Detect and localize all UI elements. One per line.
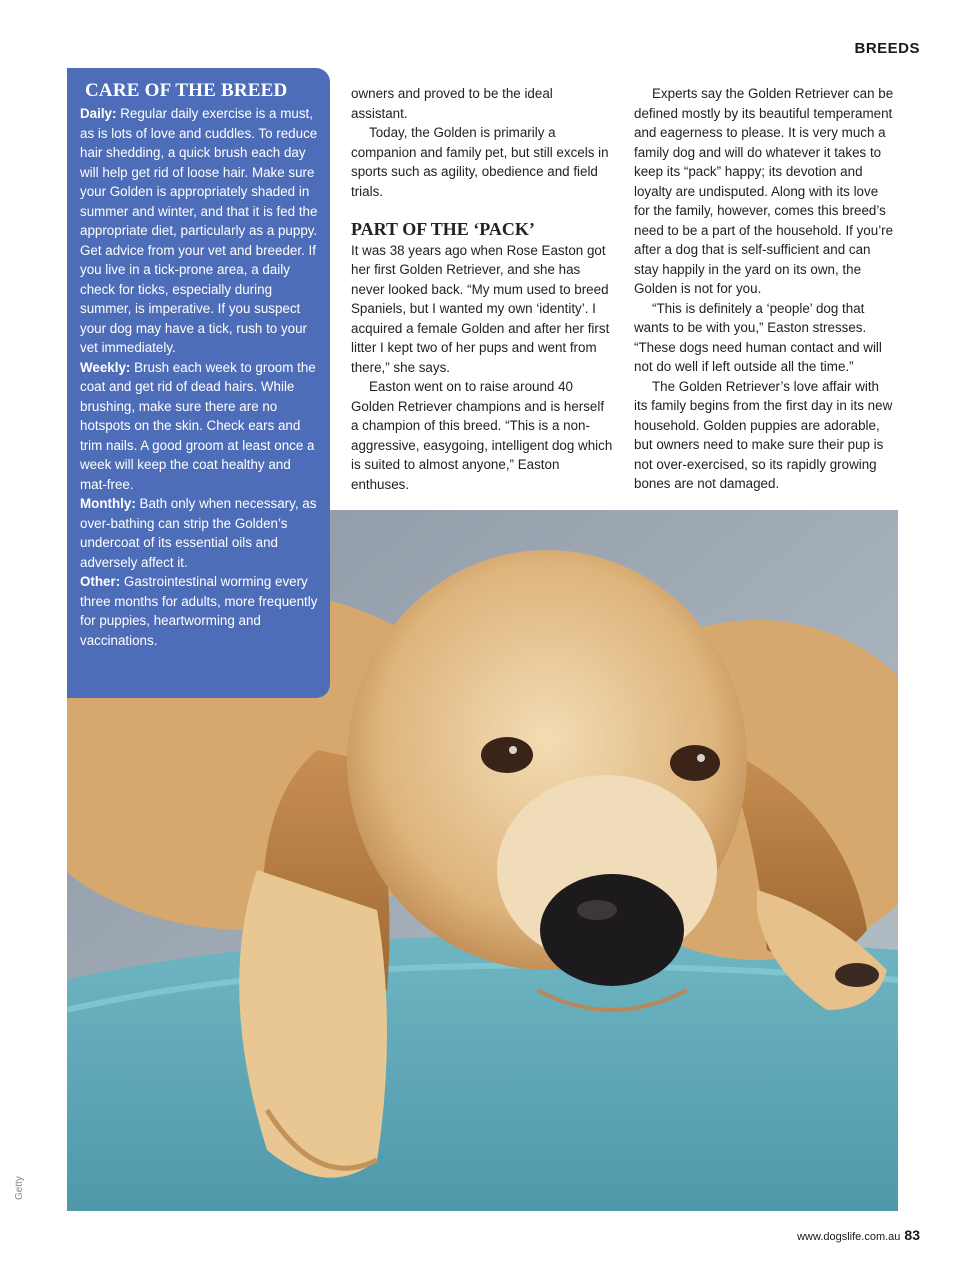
article-subhead: PART OF THE ‘PACK’ [351,219,535,239]
article-paragraph: Easton went on to raise around 40 Golden Retriever champions and is herself a champion of this breed. “This is a non-aggressive, easygoing, intelligent dog which is suited to almost anyone,” Easton enthuses. [351,379,613,492]
care-of-the-breed-box [67,68,330,698]
care-daily-text: Regular daily exercise is a must, as is lots of love and cuddles. To reduce hair shedding, a quick brush each day will help get rid of loose hair. Make sure your Golden is appropriately shaded in summer and winter, and that it is fed the appropriate diet, particularly as a puppy. Get advice from your vet and breeder. If you live in a tick-prone area, a daily check for ticks, especially during summer, is imperative. If you suspect your dog may have a tick, rush to your vet immediately. [80,106,318,355]
care-daily-label: Daily: [80,106,117,121]
care-weekly-label: Weekly: [80,359,131,375]
care-other [80,572,320,650]
section-label: BREEDS [854,40,920,57]
care-other-label: Other: [80,574,121,589]
care-monthly-label: Monthly: [80,496,136,511]
care-weekly [80,358,320,495]
article-paragraph: owners and proved to be the ideal assistant. [351,86,553,121]
care-monthly-text: Bath only when necessary, as over-bathing can strip the Golden’s undercoat of its essential oils and adversely affect it. [80,496,317,570]
article-paragraph: Today, the Golden is primarily a companion and family pet, but still excels in sports such as agility, obedience and field trials. [351,125,609,199]
article-paragraph: “This is definitely a ‘people’ dog that wants to be with you,” Easton stresses. “These dogs need human contact and will not do well if left outside all the time.” [634,300,882,374]
footer-url: www.dogslife.com.au [797,1231,901,1243]
article-paragraph: The Golden Retriever’s love affair with its family begins from the first day in its new household. Golden puppies are adorable, but owners need to make sure their pup is not over-exercised, so its rapidly growing bones are not damaged. [634,378,893,491]
photo-credit: Getty [14,1176,25,1200]
article-paragraph: It was 38 years ago when Rose Easton got her first Golden Retriever, and she has never looked back. “My mum used to breed Spaniels, but I wanted my own ‘identity’. I acquired a female Golden and after her first litter I kept two of her pups and went from there,” she says. [351,242,610,375]
article-column-3 [634,84,896,494]
article-column-2 [351,84,613,494]
care-daily [80,104,320,358]
sidebar-title: CARE OF THE BREED [85,80,288,101]
article-paragraph: Experts say the Golden Retriever can be defined mostly by its beautiful temperament and eagerness to please. It is very much a family dog and will do whatever it takes to keep its “pack” happy; its devotion and loyalty are undisputed. Along with its love for the family, however, comes this breed’s need to be a part of the household. If you’re after a dog that is self-sufficient and can stay happily in the yard on its own, the Golden is not for you. [634,86,894,296]
page-footer [797,1227,920,1243]
care-monthly [80,494,320,572]
care-other-text: Gastrointestinal worming every three months for adults, more frequently for puppies, heartworming and vaccinations. [80,574,318,648]
care-weekly-text: Brush each week to groom the coat and get rid of dead hairs. While brushing, make sure there are no hotspots on the skin. Check ears and trim nails. A good groom at least once a week will keep the coat healthy and mat-free. [80,359,316,492]
page-number: 83 [904,1227,920,1243]
